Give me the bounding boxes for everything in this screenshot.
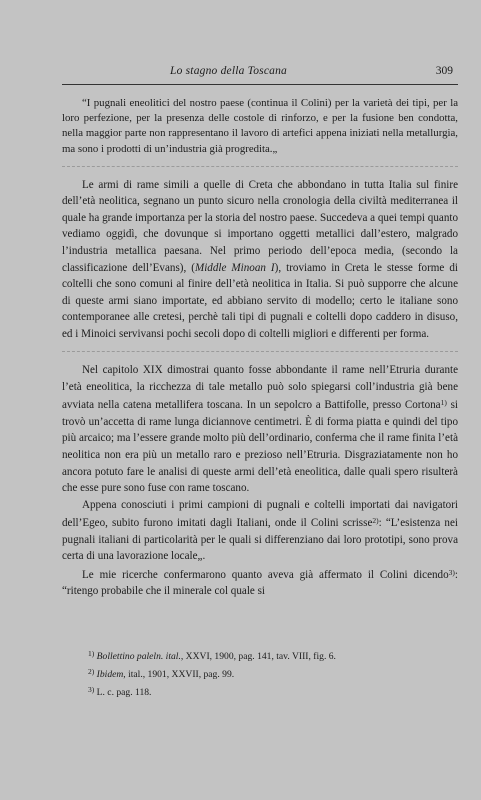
footnote-1 xyxy=(88,646,458,664)
footnote-mark: 1) xyxy=(88,649,95,658)
section-separator xyxy=(62,351,458,352)
footnote-text: L. c. pag. 118. xyxy=(94,687,152,698)
running-title: Lo stagno della Toscana xyxy=(170,65,287,77)
footnote-ref-3: 3) xyxy=(448,567,455,577)
paragraph-1-italic: Middle Minoan I xyxy=(194,261,275,274)
paragraph-3-text-b: : “L’esistenza nei pugnali italiani di particolarità per le quali si differenziano dai loro prototipi, sono prova certa di una lavorazione locale„. xyxy=(62,517,458,563)
quote-paragraph: “I pugnali eneolitici del nostro paese (continua il Colini) per la varietà dei tipi, per la loro perfezione, per la presenza delle costole di rinforzo, e per la fusione ben condotta, nella maggior parte non rappresentano il lavoro di artefici appena iniziati nella metallurgia, ma sono i prodotti di un’industria già progredita.„ xyxy=(62,97,458,155)
running-header xyxy=(60,65,457,83)
paragraph-2 xyxy=(62,362,458,496)
page-body xyxy=(62,96,458,600)
footnote-text: , XXVI, 1900, pag. 141, tav. VIII, fig. 6. xyxy=(180,651,336,662)
footnote-text: , ital., 1901, XXVII, pag. 99. xyxy=(123,669,235,680)
footnotes xyxy=(88,646,458,700)
paragraph-1-text-a: Le armi di rame simili a quelle di Creta che abbondano in tutta Italia sul finire dell’età neolitica, segnano un punto sicuro nella cronologia della civiltà mediterranea il quale ha grande importanza per la storia del nostro paese. Succedeva a quei tempi quanto vediamo oggidì, che dovunque si importano oggetti metallici dall’estero, malgrado l’industria metallica paesana. Nel primo periodo dell’epoca media, (secondo la classificazione dell’Evans), ( xyxy=(62,178,458,274)
footnote-source: Bollettino paleln. ital. xyxy=(96,651,181,662)
footnote-mark: 3) xyxy=(88,685,95,694)
paragraph-2-text-b: si trovò un’accetta di rame lunga diciannove centimetri. È di forma piatta e quindi del tipo più arcaico; ma l’essere grande molto più dell’ordinario, conferma che il rame finita l’età neolitica non era più un metallo raro e prezioso nell’Etruria. Disgraziatamente non ho ancora potuto fare le analisi di queste armi dell’età eneolitica, dalle quali spero risulterà che esse pure sono fuse con rame toscano. xyxy=(62,399,458,495)
footnote-mark: 2) xyxy=(88,667,95,676)
paragraph-4 xyxy=(62,565,458,600)
paragraph-2-text-a: Nel capitolo XIX dimostrai quanto fosse abbondante il rame nell’Etruria durante l’età eneolitica, la ricchezza di tale metallo può solo spiegarsi coll’industria già bene avviata nella catena metallifera toscana. In un sepolcro a Battifolle, presso Cortona xyxy=(62,364,458,412)
section-separator xyxy=(62,166,458,167)
paragraph-1 xyxy=(62,177,458,342)
footnote-source: Ibidem xyxy=(96,669,124,680)
footnote-2 xyxy=(88,664,458,682)
paragraph-3 xyxy=(62,497,458,565)
header-rule xyxy=(62,84,458,85)
footnote-3 xyxy=(88,682,458,700)
paragraph-1-text-b: ), troviamo in Creta le stesse forme di coltelli che sono comuni al finire dell’età neolitica in Italia. Si può supporre che alcune di queste armi siano importate, ed abbiano servito di modello; certo le italiane sono contemporanee alle cretesi, perchè tali tipi di pugnali e coltelli dopo caddero in disuso, ed i Minoici servivansi pochi secoli dopo di coltelli migliori e differenti per forma. xyxy=(62,261,458,340)
footnote-ref-1: 1) xyxy=(440,398,447,408)
footnote-ref-2: 2) xyxy=(372,516,379,526)
paragraph-4-text-b: : “ritengo probabile che il minerale col quale si xyxy=(62,568,458,598)
paragraph-3-text-a: Appena conosciuti i primi campioni di pugnali e coltelli importati dai navigatori dell’Egeo, subito furono imitati dagli Italiani, onde il Colini scrisse xyxy=(62,498,458,530)
paragraph-4-text-a: Le mie ricerche confermarono quanto aveva già affermato il Colini dicendo xyxy=(82,568,449,581)
page-number: 309 xyxy=(435,65,453,77)
